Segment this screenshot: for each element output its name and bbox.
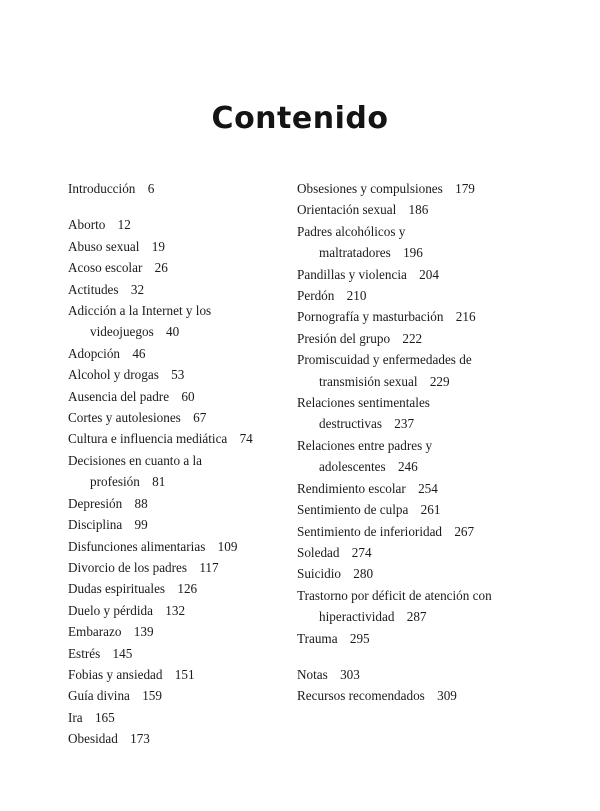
toc-entry[interactable] [297, 328, 537, 349]
toc-entry-page-number: 46 [132, 345, 146, 361]
toc-entry-label: Relaciones sentimentales [297, 395, 430, 411]
toc-entry-label: Abuso sexual [68, 238, 140, 254]
toc-entry-page-number: 81 [152, 474, 166, 490]
toc-entry-label: Acoso escolar [68, 260, 143, 276]
toc-entry-label: Adopción [68, 345, 121, 361]
toc-entry-label: Alcohol y drogas [68, 367, 159, 383]
toc-entry-label-continued: videojuegos 40 [90, 324, 180, 340]
toc-entry[interactable] [297, 542, 537, 563]
toc-entry-page-number: 109 [217, 538, 238, 554]
toc-entry-page-number: 74 [239, 431, 253, 447]
toc-entry-label-continued: transmisión sexual 229 [319, 373, 450, 389]
toc-entry[interactable] [68, 707, 283, 728]
toc-entry[interactable] [297, 199, 537, 220]
toc-entry[interactable] [68, 514, 283, 535]
toc-entry-label: Presión del grupo [297, 330, 391, 346]
toc-entry[interactable] [297, 521, 537, 542]
toc-entry[interactable] [68, 536, 283, 557]
toc-entry[interactable] [297, 392, 537, 435]
toc-entry-page-number: 186 [408, 202, 429, 218]
toc-entry-label-continued: destructivas 237 [319, 416, 415, 432]
toc-entry-label: Perdón [297, 288, 335, 304]
toc-entry-page-number: 99 [134, 517, 148, 533]
toc-entry[interactable] [68, 621, 283, 642]
toc-entry[interactable] [297, 685, 537, 706]
toc-entry[interactable] [68, 279, 283, 300]
toc-entry-page-number: 32 [130, 281, 145, 297]
toc-entry-label: Divorcio de los padres [68, 559, 188, 575]
toc-entry-label: Duelo y pérdida [68, 602, 153, 618]
toc-entry-label: Disciplina [68, 517, 123, 533]
back-matter-slot [297, 649, 537, 707]
intro-entry-slot [68, 178, 283, 214]
toc-entry-page-number: 222 [402, 330, 423, 346]
toc-entry-label: Cultura e influencia mediática [68, 431, 228, 447]
toc-entry-label: Obsesiones y compulsiones [297, 181, 443, 196]
toc-entry[interactable] [68, 578, 283, 599]
toc-entry[interactable] [297, 478, 537, 499]
page-title: Contenido [211, 101, 389, 136]
toc-entry-label: Suicidio [297, 566, 341, 582]
toc-entry-label: Padres alcohólicos y [297, 223, 406, 239]
toc-entry-page-number: 88 [134, 495, 148, 511]
toc-entry[interactable] [297, 664, 537, 685]
toc-entry[interactable] [297, 435, 537, 478]
toc-entry-label: Dudas espirituales [68, 581, 166, 597]
toc-entry-label: Trastorno por déficit de atención con [297, 587, 492, 603]
toc-entry-page-number: 280 [353, 566, 374, 582]
toc-entry-page-number: 26 [154, 260, 168, 276]
toc-entry-page-number: 126 [177, 581, 198, 597]
toc-entry[interactable] [297, 349, 537, 392]
contents-column-left [68, 178, 283, 750]
toc-entry[interactable] [68, 557, 283, 578]
toc-entry-page-number: 309 [437, 688, 457, 704]
toc-entry-page-number: 229 [429, 373, 450, 389]
toc-entry-label: Disfunciones alimentarias [68, 538, 206, 554]
toc-entry-label: Obesidad [68, 731, 118, 747]
toc-entry[interactable] [297, 499, 537, 520]
toc-entry-label: Trauma [297, 630, 338, 646]
toc-entry[interactable] [68, 664, 283, 685]
toc-entry[interactable] [68, 450, 283, 493]
toc-entry-introduccion[interactable] [68, 178, 283, 199]
toc-entry-page-number: 132 [165, 602, 186, 618]
toc-entry-label: Sentimiento de culpa [297, 502, 409, 518]
toc-entry-page-number: 303 [340, 666, 360, 682]
toc-entry-label: Aborto [68, 217, 106, 233]
toc-entry-label: Estrés [68, 645, 101, 661]
toc-entry-page-number: 295 [349, 630, 370, 646]
toc-entry[interactable] [68, 407, 283, 428]
toc-entry[interactable] [297, 285, 537, 306]
toc-entry-page-number: 159 [142, 688, 162, 704]
toc-entry-page-number: 165 [94, 709, 115, 725]
toc-entry-page-number: 173 [130, 731, 150, 747]
toc-entry[interactable] [68, 300, 283, 343]
toc-entry-page-number: 145 [112, 645, 133, 661]
toc-entry-label: Introducción [68, 181, 136, 196]
toc-entry-label: Pornografía y masturbación [297, 309, 444, 325]
toc-entry[interactable] [68, 428, 283, 449]
toc-entry-page-number: 254 [418, 480, 438, 496]
toc-entry-page-number: 40 [166, 324, 180, 340]
toc-entry-page-number: 196 [403, 245, 423, 261]
toc-entry-label-continued: adolescentes 246 [319, 459, 418, 475]
toc-entry-page-number: 139 [133, 624, 154, 640]
toc-entry-label: Orientación sexual [297, 202, 397, 218]
toc-entry-label: Ausencia del padre [68, 388, 170, 404]
toc-entry-page-number: 117 [199, 559, 219, 575]
toc-entry[interactable] [297, 221, 537, 264]
toc-entry-label: Cortes y autolesiones [68, 410, 181, 426]
toc-entry-label: Pandillas y violencia [297, 266, 407, 282]
toc-entry[interactable] [297, 585, 537, 628]
toc-entry[interactable] [68, 685, 283, 706]
toc-entry-label: Relaciones entre padres y [297, 437, 433, 453]
toc-entry[interactable] [297, 178, 537, 199]
toc-entry[interactable] [68, 214, 283, 235]
toc-entry[interactable] [68, 600, 283, 621]
toc-entry-label: Recursos recomendados [297, 688, 425, 704]
toc-entry[interactable] [297, 563, 537, 584]
toc-entry-page-number: 6 [147, 181, 155, 196]
right-entries-slot [297, 178, 537, 649]
toc-entry-page-number: 287 [406, 609, 427, 625]
toc-entry-label: Depresión [68, 495, 123, 511]
toc-entry[interactable] [68, 364, 283, 385]
toc-entry-label: Guía divina [68, 688, 130, 704]
toc-entry-page-number: 261 [420, 502, 441, 518]
toc-entry[interactable] [68, 728, 283, 749]
contents-column-right [297, 178, 537, 707]
toc-entry-label: Actitudes [68, 281, 119, 297]
toc-entry[interactable] [297, 264, 537, 285]
toc-entry-page-number: 19 [151, 238, 165, 254]
toc-entry-page-number: 237 [394, 416, 415, 432]
toc-entry[interactable] [297, 628, 537, 649]
toc-entry[interactable] [68, 643, 283, 664]
toc-entry-page-number: 151 [174, 666, 195, 682]
toc-entry-label-continued: hiperactividad 287 [319, 609, 427, 625]
toc-entry-page-number: 204 [419, 266, 439, 282]
toc-entry-page-number: 60 [181, 388, 195, 404]
section-spacer [68, 199, 283, 214]
toc-entry-page-number: 53 [171, 367, 185, 383]
toc-entry-page-number: 267 [454, 523, 475, 539]
toc-entry-label: Sentimiento de inferioridad [297, 523, 443, 539]
toc-entry[interactable] [68, 257, 283, 278]
toc-entry-page-number: 67 [193, 410, 207, 426]
toc-entry[interactable] [68, 386, 283, 407]
toc-entry-label: Notas [297, 666, 328, 682]
toc-entry-page-number: 274 [351, 544, 372, 560]
toc-entry-label: Decisiones en cuanto a la [68, 452, 203, 468]
left-entries-slot [68, 214, 283, 749]
toc-entry-page-number: 216 [455, 309, 476, 325]
toc-entry-label: Ira [68, 709, 83, 725]
toc-entry-label-continued: maltratadores 196 [319, 245, 423, 261]
toc-entry[interactable] [68, 236, 283, 257]
toc-entry-label: Adicción a la Internet y los [68, 303, 212, 319]
toc-entry-page-number: 179 [455, 181, 475, 196]
toc-entry-label: Promiscuidad y enfermedades de [297, 352, 472, 368]
toc-entry-page-number: 246 [397, 459, 418, 475]
section-spacer [297, 649, 537, 664]
toc-entry[interactable] [297, 306, 537, 327]
toc-entry[interactable] [68, 493, 283, 514]
toc-entry-page-number: 12 [117, 217, 131, 233]
toc-entry[interactable] [68, 343, 283, 364]
toc-entry-label: Embarazo [68, 624, 122, 640]
toc-entry-page-number: 210 [346, 288, 367, 304]
toc-entry-label-continued: profesión 81 [90, 474, 166, 490]
toc-entry-label: Rendimiento escolar [297, 480, 406, 496]
toc-entry-label: Fobias y ansiedad [68, 666, 163, 682]
toc-entry-label: Soledad [297, 544, 340, 560]
